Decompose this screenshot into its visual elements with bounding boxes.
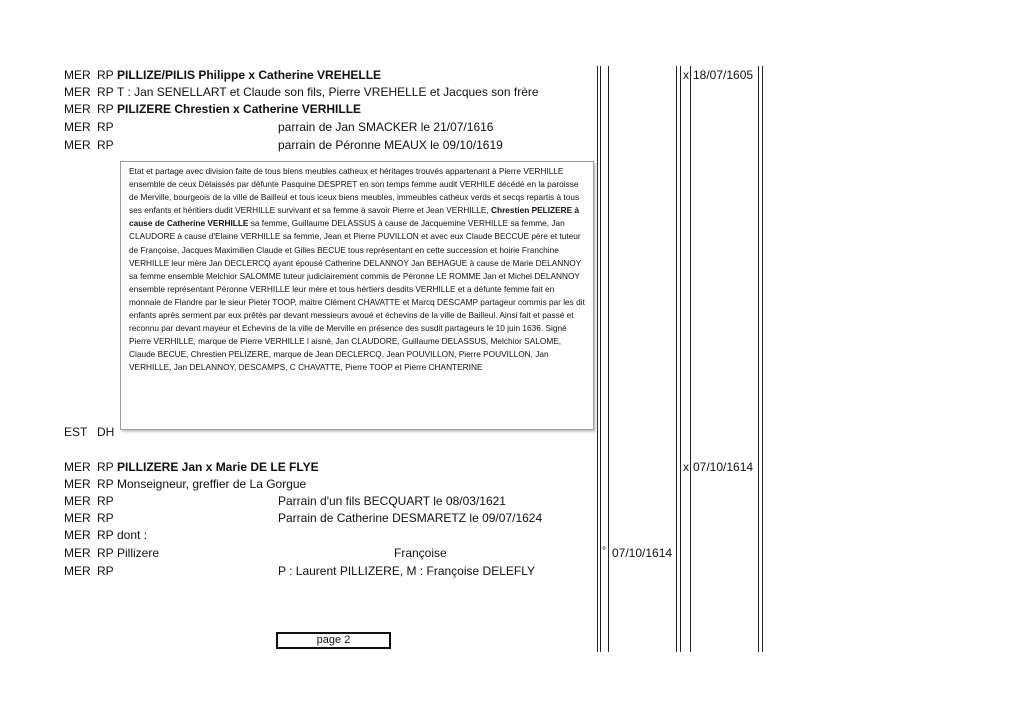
record-text: T : Jan SENELLART et Claude son fils, Pierre VREHELLE et Jacques son frère	[117, 85, 539, 99]
note-text-bold: Chrestien PELIZERE à cause de Catherine VERHILLE	[129, 205, 580, 229]
source-code: RP	[97, 511, 114, 525]
commune-code: MER	[64, 564, 91, 578]
column-rule	[758, 66, 759, 652]
record-detail: Parrain de Catherine DESMARETZ le 09/07/1624	[278, 511, 543, 525]
commune-code: MER	[64, 546, 91, 560]
source-code: RP	[97, 528, 114, 542]
column-rule	[597, 66, 598, 652]
commune-code: MER	[64, 120, 91, 134]
note-text-part: Etat et partage avec division faite de tous biens meubles catheux et héritages trouvés appartenant à Pierre VERHILLE ensemble de ceux Délaissés par défunte Pasquine DESPRET en son temps femme audit VERHILE décédé en la paroisse de Merville, bourgeois de la ville de Bailleul et tous iceux biens meubles, immeubles catheux verds et secqs repartis à tous ses enfants et héritiers dudit VERHILLE survivant et sa femme à savoir Pierre et Jean VERHILLE,	[129, 166, 580, 216]
marriage-date: 07/10/1614	[693, 460, 754, 474]
source-code: RP	[97, 477, 114, 491]
marriage-date: 18/07/1605	[693, 68, 754, 82]
birth-mark: °	[602, 546, 606, 557]
record-detail: parrain de Péronne MEAUX le 09/10/1619	[278, 138, 503, 152]
column-rule	[600, 66, 601, 652]
source-code: RP	[97, 120, 114, 134]
record-title: PILIZERE Chrestien x Catherine VERHILLE	[117, 102, 362, 116]
marriage-mark: x	[683, 460, 689, 474]
source-code: RP	[97, 460, 114, 474]
note-text	[129, 165, 587, 375]
note-text-part: sa femme, Guillaume DELASSUS à cause de Jacquemine VERHILLE sa femme, Jan CLAUDORE à cause d'Elaine VERHILLE sa femme, Jean et Pierre PUVILLON et avec eux Claude BECCUE père et tuteur de Françoise, Jacques Maximilien Claude et Gilles BECUE tous représentant en cette succession et hoirie Franchine VERHILLE leur mère Jan DECLERCQ ayant épousé Catherine DELANNOY Jan BEHAGUE à cause de Marie DELANNOY sa femme ensemble Melchior SALOMME tuteur judiciairement commis de Péronne LE ROMME Jan et Michel DELANNOY ensemble représentant Péronne VERHILLE leur mère et tous hértiers desdits VERHILLE et a défunte femme fait en monnaie de Flandre par le sieur Pieter TOOP, maitre Clément CHAVATTE et Marcq DESCAMP partageur commis par les dit enfants après serment par eux prêtés par devant messieurs avoué et échevins de la ville de Bailleul. Ainsi fait et passé et reconnu par devant mayeur et Echevins de la ville de Merville en présence des susdit partageurs le 10 juin 1636. Signé Pierre VERHILLE, marque de Pierre VERHILLE l aisné, Jan CLAUDORE, Guillaume DELASSUS, Melchior SALOME, Claude BECUE, Chrestien PELIZERE, marque de Jean DECLERCQ, Jean POUVILLON, Pierre POUVILLON, Jan VERHILLE, Jan DELANNOY, DESCAMPS, C CHAVATTE, Pierre TOOP et Pierre CHANTERINE	[129, 218, 585, 373]
commune-code: MER	[64, 85, 91, 99]
source-code: RP	[97, 494, 114, 508]
record-title: PILLIZERE Jan x Marie DE LE FLYE	[117, 460, 319, 474]
source-code: RP	[97, 138, 114, 152]
commune-code: MER	[64, 528, 91, 542]
record-detail: P : Laurent PILLIZERE, M : Françoise DELEFLY	[278, 564, 535, 578]
birth-date: 07/10/1614	[612, 546, 673, 560]
column-rule	[690, 66, 691, 652]
source-code: RP	[97, 546, 114, 560]
source-code: RP	[97, 68, 114, 82]
source-code: DH	[97, 425, 115, 439]
commune-code: MER	[64, 68, 91, 82]
child-firstname: Françoise	[394, 546, 447, 560]
marriage-mark: x	[683, 68, 689, 82]
commune-code: MER	[64, 460, 91, 474]
column-rule	[676, 66, 677, 652]
record-text: dont :	[117, 528, 148, 542]
column-rule	[680, 66, 681, 652]
column-rule	[762, 66, 763, 652]
record-detail: Parrain d'un fils BECQUART le 08/03/1621	[278, 494, 506, 508]
record-title: PILLIZE/PILIS Philippe x Catherine VREHELLE	[117, 68, 382, 82]
source-code: RP	[97, 564, 114, 578]
partage-note	[120, 161, 594, 430]
commune-code: MER	[64, 102, 91, 116]
commune-code: MER	[64, 511, 91, 525]
commune-code: EST	[64, 425, 88, 439]
column-rule	[608, 66, 609, 652]
record-text: Monseigneur, greffier de La Gorgue	[117, 477, 307, 491]
commune-code: MER	[64, 494, 91, 508]
record-detail: parrain de Jan SMACKER le 21/07/1616	[278, 120, 494, 134]
source-code: RP	[97, 102, 114, 116]
commune-code: MER	[64, 477, 91, 491]
page-number: page 2	[276, 632, 391, 649]
source-code: RP	[97, 85, 114, 99]
commune-code: MER	[64, 138, 91, 152]
child-surname: Pillizere	[117, 546, 160, 560]
